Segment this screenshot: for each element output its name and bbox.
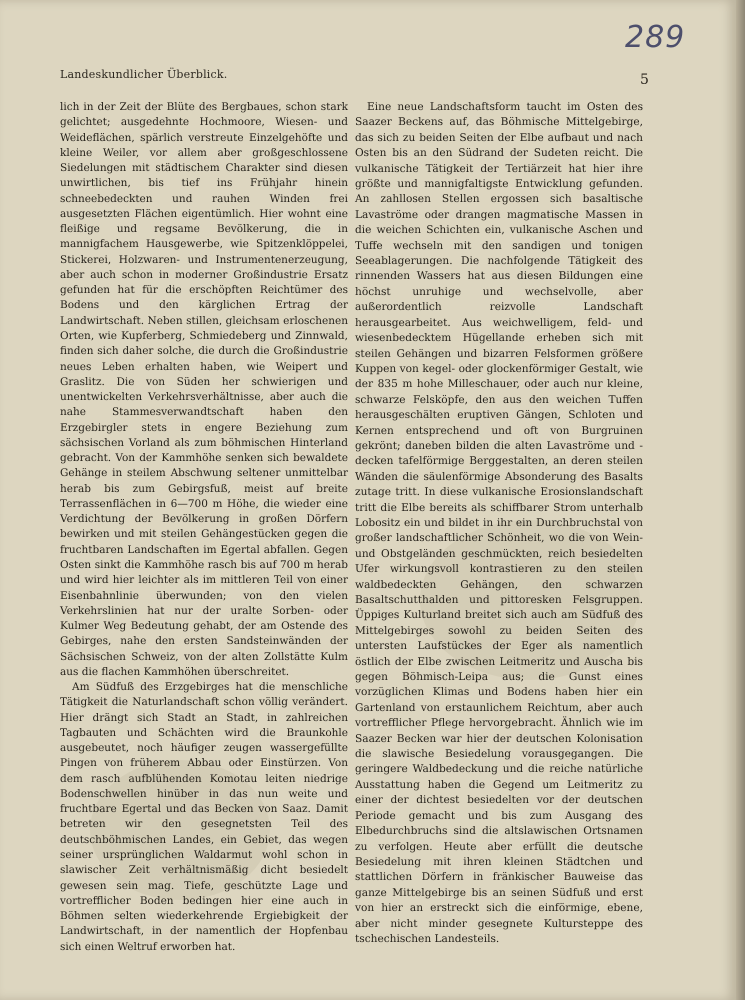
page-edge	[736, 0, 745, 1000]
page-number: 5	[640, 72, 649, 88]
paragraph: Am Südfuß des Erzgebirges hat die menschliche Tätigkeit die Naturlandschaft schon völlig verändert. Hier drängt sich Stadt an Stadt, in zahlreichen Tagbauten und Schächten wird die Braunkohle ausgebeutet, noch häufiger zeugen wassergefüllte Pingen von früherem Abbau oder Einstürzen. Von dem rasch aufblühenden Komotau leiten niedrige Bodenschwellen hinüber in das nun weite und fruchtbare Egertal und das Becken von Saaz. Damit betreten wir den gesegnetsten Teil des deutschböhmischen Landes, ein Gebiet, das wegen seiner ursprünglichen Waldarmut wohl schon in slawischer Zeit verhältnismäßig dicht besiedelt gewesen sein mag. Tiefe, geschützte Lage und vortrefflicher Boden bedingen hier eine auch in Böhmen selten wiederkehrende Ergiebigkeit der Landwirtschaft, in der namentlich der Hopfenbau sich einen Weltruf erworben hat.	[60, 681, 348, 953]
text-column-left	[60, 100, 348, 955]
running-head: Landeskundlicher Überblick.	[60, 68, 228, 81]
paragraph: lich in der Zeit der Blüte des Bergbaues, schon stark gelichtet; ausgedehnte Hochmoore, Wiesen- und Weideflächen, spärlich verstreute Einzelgehöfte und kleine Weiler, vor allem aber großgeschlossene Siedelungen mit städtischem Charakter sind diesen unwirtlichen, bis tief ins Frühjahr hinein schneebedeckten und rauhen Winden frei ausgesetzten Flächen eigentümlich. Hier wohnt eine fleißige und regsame Bevölkerung, die in mannigfachem Hausgewerbe, wie Spitzenklöppelei, Stickerei, Holzwaren- und Instrumentenerzeugung, aber auch schon in moderner Großindustrie Ersatz gefunden hat für die erschöpften Reichtümer des Bodens und den kärglichen Ertrag der Landwirtschaft. Neben stillen, gleichsam erloschenen Orten, wie Kupferberg, Schmiedeberg und Zinnwald, finden sich daher solche, die durch die Großindustrie neues Leben erhalten haben, wie Weipert und Graslitz. Die von Süden her schwierigen und unentwickelten Verkehrsverhältnisse, aber auch die nahe Stammesverwandtschaft haben den Erzgebirgler stets in engere Beziehung zum sächsischen Vorland als zum böhmischen Hinterland gebracht. Von der Kammhöhe senken sich bewaldete Gehänge in steilem Abschwung seltener unmittelbar herab bis zum Gebirgsfuß, meist auf breite Terrassenflächen in 6—700 m Höhe, die wieder eine Verdichtung der Bevölkerung in großen Dörfern bewirken und mit steilen Gehängestücken gegen die fruchtbaren Landschaften im Egertal abfallen. Gegen Osten sinkt die Kammhöhe rasch bis auf 700 m herab und wird hier leichter als im mittleren Teil von einer Eisenbahnlinie überwunden; von den vielen Verkehrslinien hat nur der uralte Sorben- oder Kulmer Weg Bedeutung gehabt, der am Ostende des Gebirges, nahe den ersten Sandsteinwänden der Sächsischen Schweiz, von der alten Zollstätte Kulm aus die flachen Kammhöhen überschreitet.	[60, 101, 348, 678]
text-column-right	[355, 100, 643, 947]
paragraph: Eine neue Landschaftsform taucht im Osten des Saazer Beckens auf, das Böhmische Mittelgebirge, das sich zu beiden Seiten der Elbe aufbaut und nach Osten bis an den Südrand der Sudeten reicht. Die vulkanische Tätigkeit der Tertiärzeit hat hier ihre größte und mannigfaltigste Entwicklung gefunden. An zahllosen Stellen ergossen sich basaltische Lavaströme oder drangen magmatische Massen in die weichen Schichten ein, vulkanische Aschen und Tuffe wechseln mit den sandigen und tonigen Seeablagerungen. Die nachfolgende Tätigkeit des rinnenden Wassers hat aus diesen Bildungen eine höchst unruhige und wechselvolle, aber außerordentlich reizvolle Landschaft herausgearbeitet. Aus weichwelligem, feld- und wiesenbedecktem Hügellande erheben sich mit steilen Gehängen und bizarren Felsformen größere Kuppen von kegel- oder glockenförmiger Gestalt, wie der 835 m hohe Milleschauer, oder auch nur kleine, schwarze Felsköpfe, den aus den weichen Tuffen herausgeschälten eruptiven Gängen, Schloten und Kernen entsprechend und oft von Burgruinen gekrönt; daneben bilden die alten Lavaströme und -decken tafelförmige Berggestalten, an deren steilen Wänden die säulenförmige Absonderung des Basalts zutage tritt. In diese vulkanische Erosionslandschaft tritt die Elbe bereits als schiffbarer Strom unterhalb Lobositz ein und bildet in ihr ein Durchbruchstal von großer landschaftlicher Schönheit, wo die von Wein- und Obstgeländen geschmückten, reich besiedelten Ufer wirkungsvoll kontrastieren zu den steilen waldbedeckten Gehängen, den schwarzen Basaltschutthalden und pittoresken Felsgruppen. Üppiges Kulturland breitet sich auch am Südfuß des Mittelgebirges sowohl zu beiden Seiten des untersten Laufstückes der Eger als namentlich östlich der Elbe zwischen Leitmeritz und Auscha bis gegen Böhmisch-Leipa aus; die Gunst eines vorzüglichen Klimas und Bodens haben hier ein Gartenland von erstaunlichem Reichtum, aber auch vortrefflicher Pflege hervorgebracht. Ähnlich wie im Saazer Becken war hier der deutschen Kolonisation die slawische Besiedelung vorausgegangen. Die geringere Waldbedeckung und die reiche natürliche Ausstattung haben die Gegend um Leitmeritz zu einer der dichtest besiedelten vor der deutschen Periode gemacht und bis zum Ausgang des Elbedurchbruchs sind die altslawischen Ortsnamen zu verfolgen. Heute aber erfüllt die deutsche Besiedelung mit ihren kleinen Städtchen und stattlichen Dörfern in fränkischer Bauweise das ganze Mittelgebirge bis an seinen Südfuß und erst von hier an erstreckt sich die einförmige, ebene, aber nicht minder gesegnete Kultursteppe des tschechischen Landesteils.	[355, 101, 643, 945]
archive-page-note: 289	[625, 20, 686, 55]
